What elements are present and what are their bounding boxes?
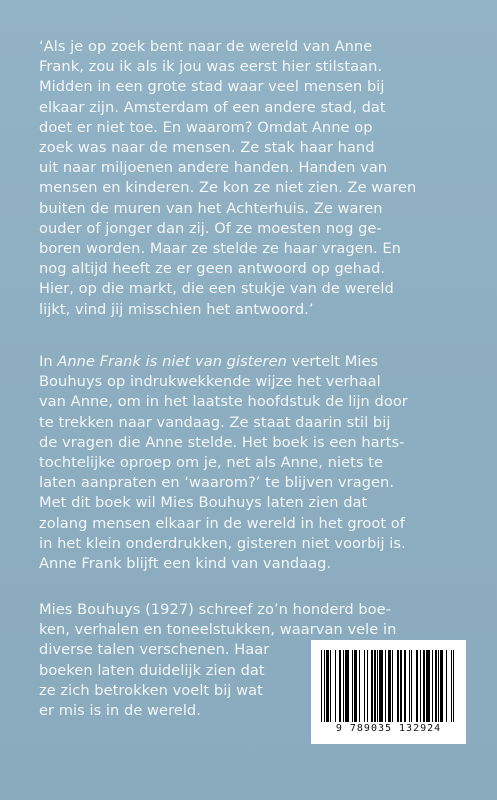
description-line: Met dit boek wil Mies Bouhuys laten zien dat xyxy=(39,494,368,512)
description-line: laten aanpraten en ‘waarom?’ te blijven vragen. xyxy=(39,474,395,492)
description-line: in het klein onderdrukken, gisteren niet voorbij is. xyxy=(39,534,406,552)
description-first-line xyxy=(39,352,467,372)
quote-line: doet er niet toe. En waarom? Omdat Anne op xyxy=(39,118,373,136)
barcode-label xyxy=(311,640,466,744)
quote-line: mensen en kinderen. Ze kon ze niet zien. Ze waren xyxy=(39,179,417,197)
quote-line: nog altijd heeft ze er geen antwoord op gehad. xyxy=(39,260,386,278)
quote-line: lijkt, vind jij misschien het antwoord.’ xyxy=(39,300,314,318)
quote-paragraph xyxy=(39,37,467,320)
description-paragraph xyxy=(39,352,467,574)
description-line: tochtelijke oproep om je, net als Anne, niets te xyxy=(39,454,384,472)
bio-line: Mies Bouhuys (1927) schreef zo’n honderd boe- xyxy=(39,601,392,618)
bio-line: boeken laten duidelijk zien dat xyxy=(39,661,265,679)
quote-line: zoek was naar de mensen. Ze stak haar hand xyxy=(39,139,375,157)
quote-line: ‘Als je op zoek bent naar de wereld van Anne xyxy=(39,38,373,55)
bio-line: ken, verhalen en toneelstukken, waarvan vele in xyxy=(39,621,397,639)
description-line: de vragen die Anne stelde. Het boek is een harts- xyxy=(39,433,405,451)
book-title: Anne Frank is niet van gisteren xyxy=(57,353,287,370)
description-line: zolang mensen elkaar in de wereld in het groot of xyxy=(39,514,405,532)
bio-line: diverse talen verschenen. Haar xyxy=(39,641,270,659)
description-prefix: In xyxy=(39,353,58,370)
description-line: te trekken naar vandaag. Ze staat daarin stil bij xyxy=(39,413,391,431)
bio-line: er mis is in de wereld. xyxy=(39,702,201,720)
quote-line: boren worden. Maar ze stelde ze haar vragen. En xyxy=(39,240,401,258)
quote-line: buiten de muren van het Achterhuis. Ze waren xyxy=(39,199,383,217)
description-line: Anne Frank blijft een kind van vandaag. xyxy=(39,555,332,573)
quote-line: ouder of jonger dan zij. Of ze moesten nog ge- xyxy=(39,219,382,237)
quote-line: Frank, zou ik als ik jou was eerst hier stilstaan. xyxy=(39,58,383,76)
description-line: van Anne, om in het laatste hoofdstuk de lijn door xyxy=(39,393,408,411)
quote-line: Hier, op die markt, die een stukje van de wereld xyxy=(39,280,394,298)
quote-line: Midden in een grote stad waar veel mensen bij xyxy=(39,78,385,96)
quote-line: uit naar miljoenen andere handen. Handen van xyxy=(39,159,388,177)
isbn-number: 9 789035 132924 xyxy=(335,723,442,734)
bio-line: ze zich betrokken voelt bij wat xyxy=(39,681,263,699)
quote-line: elkaar zijn. Amsterdam of een andere stad, dat xyxy=(39,98,386,116)
description-suffix: vertelt Mies xyxy=(286,353,379,370)
barcode-gap xyxy=(454,650,455,722)
barcode-image xyxy=(321,650,456,722)
description-line: Bouhuys op indrukwekkende wijze het verhaal xyxy=(39,373,381,391)
